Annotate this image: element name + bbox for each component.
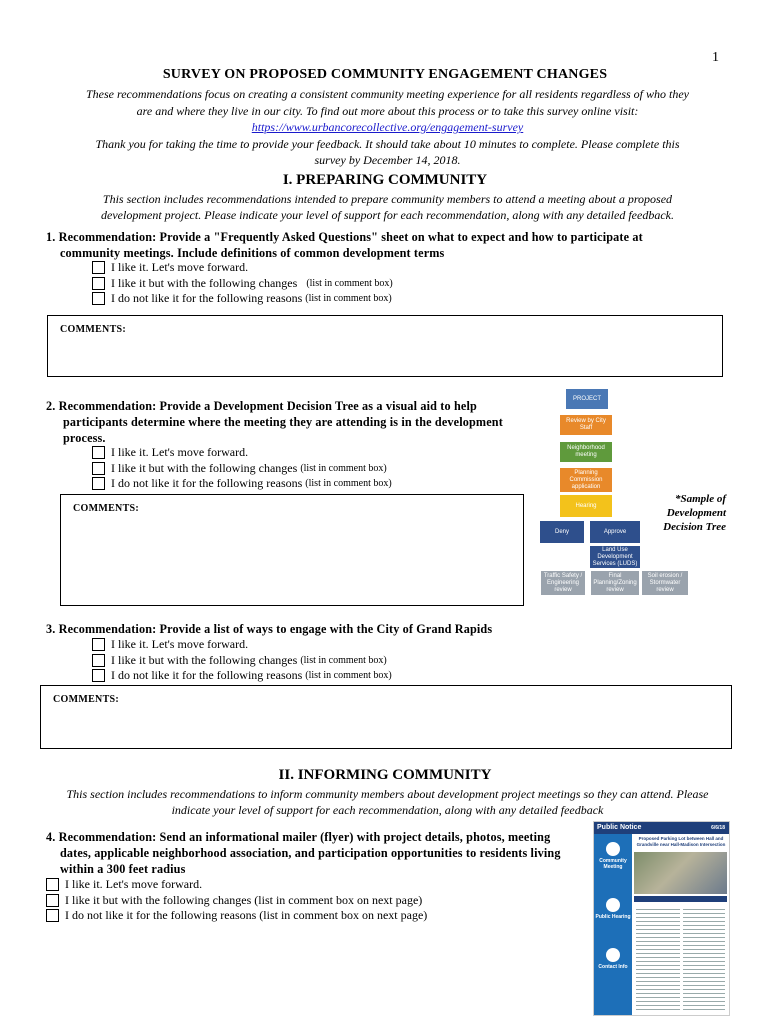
recommendation-text: participants determine where the meeting they are attending is in the development [63, 415, 503, 429]
option-label: I do not like it for the following reasons (list in comment box on next page) [65, 908, 428, 922]
section-description [40, 786, 735, 818]
tree-node-soil: Soil erosion / Stormwater review [642, 571, 688, 595]
tree-node-approve: Approve [590, 521, 640, 543]
flyer-header [594, 822, 729, 834]
comment-box-q1[interactable] [47, 315, 723, 377]
page-title: SURVEY ON PROPOSED COMMUNITY ENGAGEMENT CHANGES [162, 67, 608, 82]
option-dislike[interactable] [92, 476, 392, 492]
recommendation-3: 3. Recommendation: Provide a list of ways to engage with the City of Grand Rapids [46, 622, 493, 636]
gavel-icon [606, 898, 620, 912]
checkbox[interactable] [92, 261, 105, 274]
tree-node-project: PROJECT [566, 389, 608, 409]
decision-tree-caption [640, 492, 726, 534]
option-label: I like it. Let's move forward. [65, 877, 203, 891]
section-heading-preparing: I. PREPARING COMMUNITY [282, 172, 488, 188]
options-q4 [46, 877, 427, 924]
comment-box-q2[interactable] [60, 494, 524, 606]
option-like[interactable] [92, 445, 392, 461]
section-heading-informing: II. INFORMING COMMUNITY [278, 767, 492, 783]
comment-label: COMMENTS: [73, 503, 140, 514]
sample-flyer-image [593, 821, 730, 1016]
tree-node-review: Review by City Staff [560, 415, 612, 435]
recommendation-text: within a 300 feet radius [60, 862, 186, 876]
checkbox[interactable] [92, 462, 105, 475]
option-note: (list in comment box) [300, 462, 387, 474]
option-note: (list in comment box) [305, 293, 392, 304]
checkbox[interactable] [92, 277, 105, 290]
recommendation-text: 1. Recommendation: Provide a "Frequently Asked Questions" sheet on what to expect and how to participate at [46, 230, 643, 244]
tree-node-luds: Land Use Development Services (LUDS) [590, 546, 640, 568]
intro-line: are and where they live in our city. To find out more about this process or to take this survey online visit: [136, 103, 639, 118]
checkbox[interactable] [46, 878, 59, 891]
recommendation-text: 4. Recommendation: Send an informational mailer (flyer) with project details, photos, meeting [46, 830, 551, 844]
intro-line: Thank you for taking the time to provide your feedback. It should take about 10 minutes to complete. Please complete this [95, 136, 680, 151]
checkbox[interactable] [92, 446, 105, 459]
option-dislike[interactable] [92, 668, 392, 684]
recommendation-text: community meetings. Include definitions of common development terms [60, 246, 445, 260]
flyer-side-label: Public Hearing [595, 914, 631, 920]
options-q1 [92, 260, 393, 307]
option-label: I do not like it for the following reasons [111, 476, 303, 490]
tree-node-neighborhood: Neighborhood meeting [560, 442, 612, 462]
section-description [40, 191, 735, 223]
recommendation-text: process. [63, 431, 106, 445]
section-desc-line: development project. Please indicate your level of support for each recommendation, along with any detailed feedback. [101, 208, 674, 222]
option-label: I do not like it for the following reasons [111, 668, 303, 682]
option-note: (list in comment box) [305, 478, 392, 489]
options-q3 [92, 637, 392, 684]
flyer-sidebar [594, 834, 632, 1015]
flyer-date: 6/6/18 [711, 825, 725, 831]
option-like[interactable] [92, 260, 393, 276]
tree-node-planning: Planning Commission application [560, 468, 612, 492]
intro-line: survey by December 14, 2018. [314, 153, 461, 167]
caption-line: Decision Tree [663, 521, 726, 533]
comment-label: COMMENTS: [60, 324, 127, 335]
phone-icon [606, 948, 620, 962]
checkbox[interactable] [92, 292, 105, 305]
checkbox[interactable] [92, 654, 105, 667]
page-number: 1 [712, 50, 719, 65]
option-note: (list in comment box) [306, 277, 393, 289]
option-dislike[interactable] [92, 291, 393, 307]
option-label: I like it. Let's move forward. [111, 445, 249, 459]
intro-line: These recommendations focus on creating a consistent community meeting experience for all residents regardless of who they [86, 87, 689, 101]
checkbox[interactable] [46, 909, 59, 922]
recommendation-1 [46, 229, 643, 261]
option-label: I do not like it for the following reasons [111, 291, 303, 305]
checkbox[interactable] [46, 894, 59, 907]
section-desc-line: This section includes recommendations to inform community members about development project meetings so they can attend. Please [66, 787, 709, 801]
flyer-site-photo [634, 852, 727, 894]
flyer-headline: Proposed Parking Lot between Hall and Grandville near Hall-Madison Intersection [636, 836, 726, 847]
tree-node-traffic: Traffic Safety / Engineering review [541, 571, 585, 595]
option-note: (list in comment box) [300, 654, 387, 666]
flyer-body-text [636, 906, 680, 1011]
option-label: I like it but with the following changes (list in comment box on next page) [65, 892, 423, 907]
checkbox[interactable] [92, 638, 105, 651]
section-desc-line: indicate your level of support for each recommendation, along with any detailed feedback [171, 803, 604, 817]
survey-link[interactable]: https://www.urbancorecollective.org/engagement-survey [251, 120, 524, 134]
option-label: I like it. Let's move forward. [111, 637, 249, 651]
option-label: I like it. Let's move forward. [111, 260, 249, 274]
section-desc-line: This section includes recommendations intended to prepare community members to attend a meeting about a proposed [102, 192, 673, 206]
option-like-with-changes[interactable] [46, 893, 427, 909]
recommendation-text: dates, applicable neighborhood association, and participation opportunities to residents living [60, 846, 561, 860]
option-like-with-changes[interactable] [92, 461, 392, 477]
recommendation-4 [46, 829, 591, 877]
recommendation-text: 2. Recommendation: Provide a Development Decision Tree as a visual aid to help [46, 399, 477, 413]
option-label: I like it but with the following changes [111, 460, 298, 475]
option-label: I like it but with the following changes [111, 652, 298, 667]
option-note: (list in comment box) [305, 670, 392, 681]
flyer-divider [634, 896, 727, 902]
option-like[interactable] [92, 637, 392, 653]
caption-line: *Sample of [674, 493, 726, 505]
option-like[interactable] [46, 877, 427, 893]
calendar-icon [606, 842, 620, 856]
option-label: I like it but with the following changes [111, 275, 298, 290]
flyer-body-text [683, 906, 725, 1011]
option-dislike[interactable] [46, 908, 427, 924]
option-like-with-changes[interactable] [92, 653, 392, 669]
tree-node-final: Final Planning/Zoning review [591, 571, 639, 595]
checkbox[interactable] [92, 477, 105, 490]
flyer-side-label: Community Meeting [599, 858, 627, 870]
flyer-side-label: Contact Info [598, 964, 628, 970]
caption-line: Development [666, 507, 726, 519]
tree-node-hearing: Hearing [560, 495, 612, 517]
options-q2 [92, 445, 392, 492]
flyer-header-title: Public Notice [597, 824, 642, 831]
checkbox[interactable] [92, 669, 105, 682]
comment-box-q3[interactable] [40, 685, 732, 749]
comment-label: COMMENTS: [53, 694, 120, 705]
intro-text [40, 86, 735, 169]
recommendation-2 [46, 398, 503, 446]
tree-node-deny: Deny [540, 521, 584, 543]
option-like-with-changes[interactable] [92, 276, 393, 292]
